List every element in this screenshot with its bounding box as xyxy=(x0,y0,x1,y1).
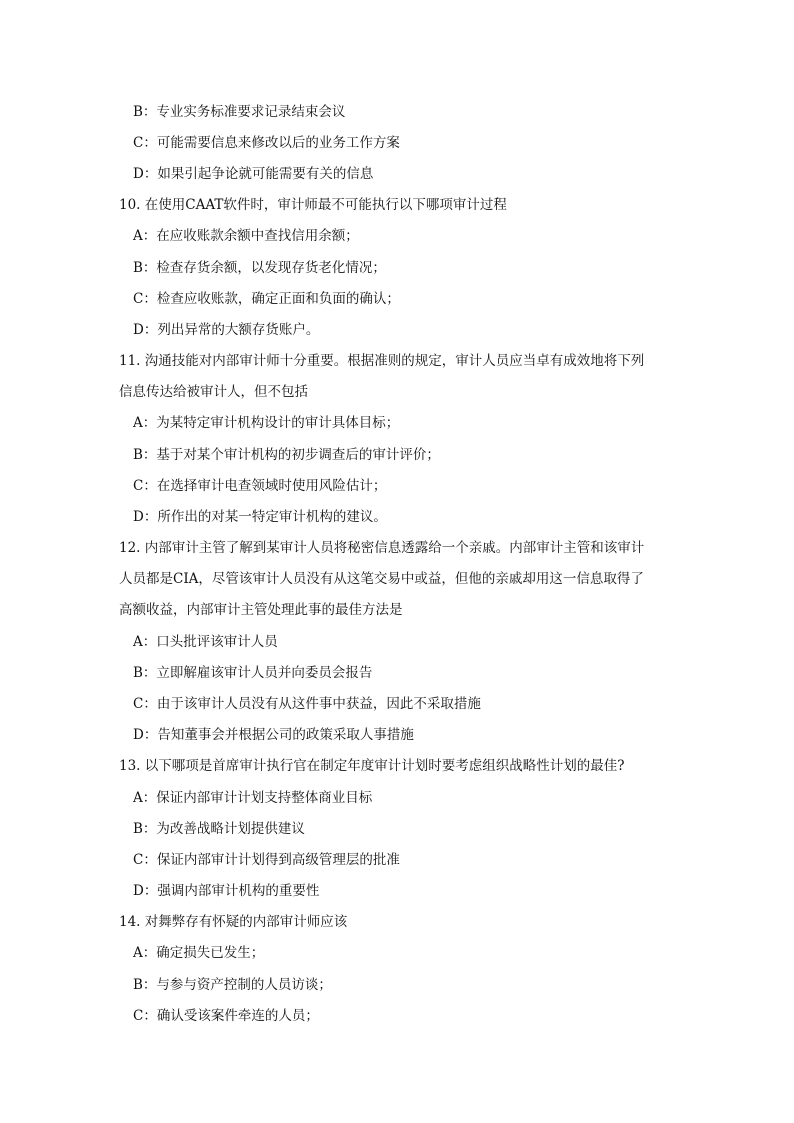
q10-option-a: A：在应收账款余额中查找信用余额； xyxy=(133,228,359,244)
q13-option-b: B：为改善战略计划提供建议 xyxy=(133,821,305,837)
q12-option-b: B：立即解雇该审计人员并向委员会报告 xyxy=(133,665,373,681)
q9-option-b: B：专业实务标准要求记录结束会议 xyxy=(133,104,346,120)
q10-option-d: D：列出异常的大额存货账户。 xyxy=(133,322,320,338)
q10-option-b: B：检查存货余额，以发现存货老化情况； xyxy=(133,260,386,276)
q10-stem: 10. 在使用CAAT软件时，审计师最不可能执行以下哪项审计过程 xyxy=(119,197,507,213)
q11-stem-line2: 信息传达给被审计人，但不包括 xyxy=(119,384,308,400)
q9-option-d: D：如果引起争论就可能需要有关的信息 xyxy=(133,166,374,182)
q13-stem: 13. 以下哪项是首席审计执行官在制定年度审计计划时要考虑组织战略性计划的最佳? xyxy=(119,758,625,774)
q12-option-c: C：由于该审计人员没有从这件事中获益，因此不采取措施 xyxy=(133,696,481,712)
q9-option-c: C：可能需要信息来修改以后的业务工作方案 xyxy=(133,135,400,151)
q14-stem: 14. 对舞弊存有怀疑的内部审计师应该 xyxy=(119,914,348,930)
q11-stem-line1: 11. 沟通技能对内部审计师十分重要。根据准则的规定，审计人员应当卓有成效地将下列 xyxy=(119,353,645,369)
q13-option-d: D：强调内部审计机构的重要性 xyxy=(133,883,320,899)
q10-option-c: C：检查应收账款，确定正面和负面的确认； xyxy=(133,291,400,307)
q11-option-b: B：基于对某个审计机构的初步调查后的审计评价； xyxy=(133,447,440,463)
q12-stem-line3: 高额收益，内部审计主管处理此事的最佳方法是 xyxy=(119,602,403,618)
q12-option-a: A：口头批评该审计人员 xyxy=(133,634,278,650)
q14-option-b: B：与参与资产控制的人员访谈； xyxy=(133,977,332,993)
q11-option-d: D：所作出的对某一特定审计机构的建议。 xyxy=(133,509,387,525)
q11-option-c: C：在选择审计电查领域时使用风险估计； xyxy=(133,478,387,494)
q12-option-d: D：告知董事会并根据公司的政策采取人事措施 xyxy=(133,727,414,743)
q14-option-c: C：确认受该案件牵连的人员； xyxy=(133,1008,319,1024)
q12-stem-line1: 12. 内部审计主管了解到某审计人员将秘密信息透露给一个亲戚。内部审计主管和该审计 xyxy=(119,540,645,556)
q13-option-a: A：保证内部审计计划支持整体商业目标 xyxy=(133,790,373,806)
q14-option-a: A：确定损失已发生； xyxy=(133,945,265,961)
q11-option-a: A：为某特定审计机构设计的审计具体目标； xyxy=(133,415,400,431)
q12-stem-line2: 人员都是CIA，尽管该审计人员没有从这笔交易中或益，但他的亲戚却用这一信息取得了 xyxy=(119,571,644,587)
q13-option-c: C：保证内部审计计划得到高级管理层的批准 xyxy=(133,852,400,868)
